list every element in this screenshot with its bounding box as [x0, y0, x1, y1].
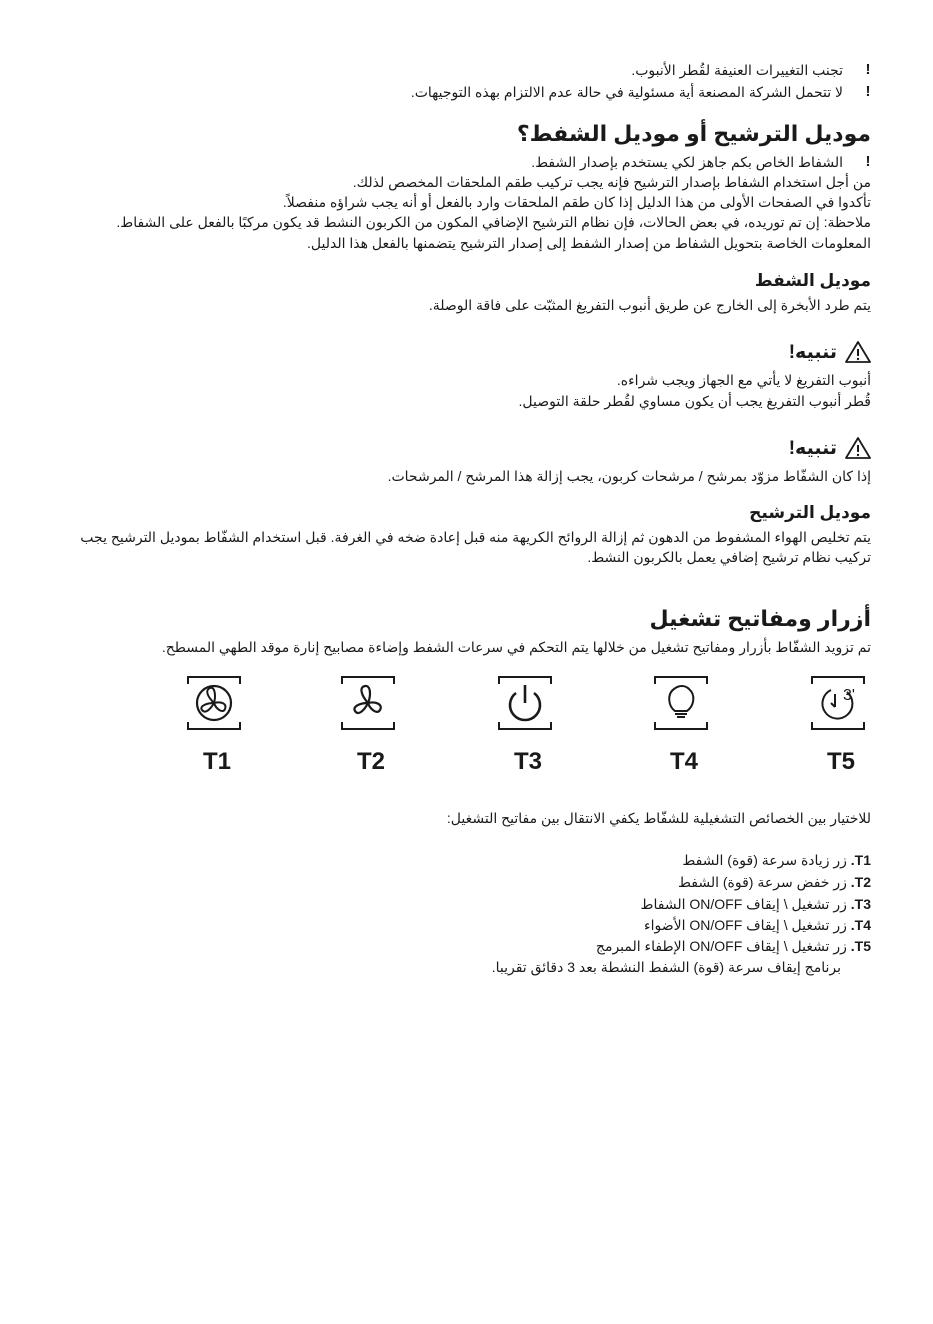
- warning-line: أنبوب التفريغ لا يأتي مع الجهاز ويجب شراءه.: [616, 372, 871, 388]
- exclamation-icon: !: [865, 153, 871, 170]
- warning-label: تنبيه!: [788, 341, 837, 363]
- icon-label: T5: [826, 748, 855, 775]
- filter-line: يتم تخليص الهواء المشفوط من الدهون ثم إزالة الروائح الكريهة منه قبل إعادة ضخه في الغرفة. قبل استخدام الشفّاط بموديل الترشيح يجب: [80, 529, 871, 545]
- bullet-text: تجنب التغييرات العنيفة لقُطر الأنبوب.: [631, 62, 843, 78]
- icon-label: T1: [202, 748, 231, 775]
- warning-line: إذا كان الشفّاط مزوّد بمرشح / مرشحات كربون، يجب إزالة هذا المرشح / المرشحات.: [387, 468, 871, 484]
- list-item: [678, 872, 871, 892]
- section-line: من أجل استخدام الشفاط بإصدار الترشيح فإنه يجب تركيب طقم الملحقات المخصص لذلك.: [352, 174, 871, 190]
- warning-triangle-icon: [845, 436, 871, 460]
- list-item: [682, 850, 871, 870]
- list-item: [596, 936, 871, 956]
- warning-line: قُطر أنبوب التفريغ يجب أن يكون مساوي لقُطر حلقة التوصيل.: [518, 393, 871, 409]
- control-t2[interactable]: [339, 674, 403, 775]
- delay-timer-icon: [809, 674, 867, 732]
- list-key: T1.: [850, 852, 871, 868]
- list-key: T2.: [850, 874, 871, 890]
- list-key: T5.: [850, 938, 871, 954]
- exclamation-icon: !: [865, 83, 871, 100]
- list-extra: برنامج إيقاف سرعة (قوة) الشفط النشطة بعد 3 دقائق تقريبا.: [491, 959, 841, 975]
- bullet-text: الشفاط الخاص بكم جاهز لكي يستخدم بإصدار الشفط.: [531, 154, 843, 170]
- list-item: [641, 894, 871, 914]
- list-text: زر تشغيل \ إيقاف ON/OFF الشفاط: [640, 896, 847, 912]
- list-text: زر تشغيل \ إيقاف ON/OFF الأضواء: [644, 917, 847, 933]
- light-bulb-icon: [652, 674, 710, 732]
- list-text: زر تشغيل \ إيقاف ON/OFF الإطفاء المبرمج: [595, 938, 847, 954]
- suction-text: يتم طرد الأبخرة إلى الخارج عن طريق أنبوب التفريغ المثبّت على فاقة الوصلة.: [428, 297, 871, 313]
- filter-line: تركيب نظام ترشيح إضافي يعمل بالكربون النشط.: [587, 549, 871, 565]
- section-line: ملاحظة: إن تم توريده، في بعض الحالات، فإن نظام الترشيح الإضافي المكون من الكربون النشط قد يكون مركبًا بالفعل على الشفاط.: [116, 214, 871, 230]
- warning-heading: [789, 436, 871, 460]
- icon-label: T4: [669, 748, 698, 775]
- control-t3[interactable]: [496, 674, 560, 775]
- control-t1[interactable]: [185, 674, 249, 775]
- section-line: المعلومات الخاصة بتحويل الشفاط من إصدار الشفط إلى إصدار الترشيح يتضمنها بالفعل هذا الدليل.: [307, 235, 871, 251]
- section-title: موديل الترشيح أو موديل الشفط؟: [516, 121, 871, 146]
- power-icon: [496, 674, 554, 732]
- bullet-text: لا تتحمل الشركة المصنعة أية مسئولية في حالة عدم الالتزام بهذه التوجيهات.: [410, 84, 843, 100]
- icon-label: T3: [513, 748, 542, 775]
- warning-triangle-icon: [845, 340, 871, 364]
- timer-badge: 3': [843, 687, 855, 704]
- warning-heading: [789, 340, 871, 364]
- list-key: T3.: [850, 896, 871, 912]
- control-icons-row: [150, 674, 890, 784]
- exclamation-icon: !: [865, 61, 871, 78]
- controls-title: أزرار ومفاتيح تشغيل: [649, 606, 871, 631]
- choose-text: للاختيار بين الخصائص التشغيلية للشفّاط يكفي الانتقال بين مفاتيح التشغيل:: [446, 810, 871, 826]
- list-key: T4.: [850, 917, 871, 933]
- suction-title: موديل الشفط: [754, 271, 871, 290]
- controls-text: تم تزويد الشفّاط بأزرار ومفاتيح تشغيل من خلالها يتم التحكم في سرعات الشفط وإضاءة مصابيح إنارة موقد الطهي المسطح.: [161, 639, 871, 655]
- list-item: [644, 915, 871, 935]
- fan-icon: [339, 674, 397, 732]
- control-t5[interactable]: [809, 674, 873, 775]
- warning-label: تنبيه!: [788, 437, 837, 459]
- list-text: زر زيادة سرعة (قوة) الشفط: [682, 852, 847, 868]
- section-line: تأكدوا في الصفحات الأولى من هذا الدليل إذا كان طقم الملحقات وارد بالفعل أو أنه يجب شراؤه منفصلاً.: [282, 194, 871, 210]
- list-text: زر خفض سرعة (قوة) الشفط: [677, 874, 847, 890]
- fan-boost-icon: [185, 674, 243, 732]
- filter-title: موديل الترشيح: [749, 503, 871, 522]
- icon-label: T2: [356, 748, 385, 775]
- control-t4[interactable]: [652, 674, 716, 775]
